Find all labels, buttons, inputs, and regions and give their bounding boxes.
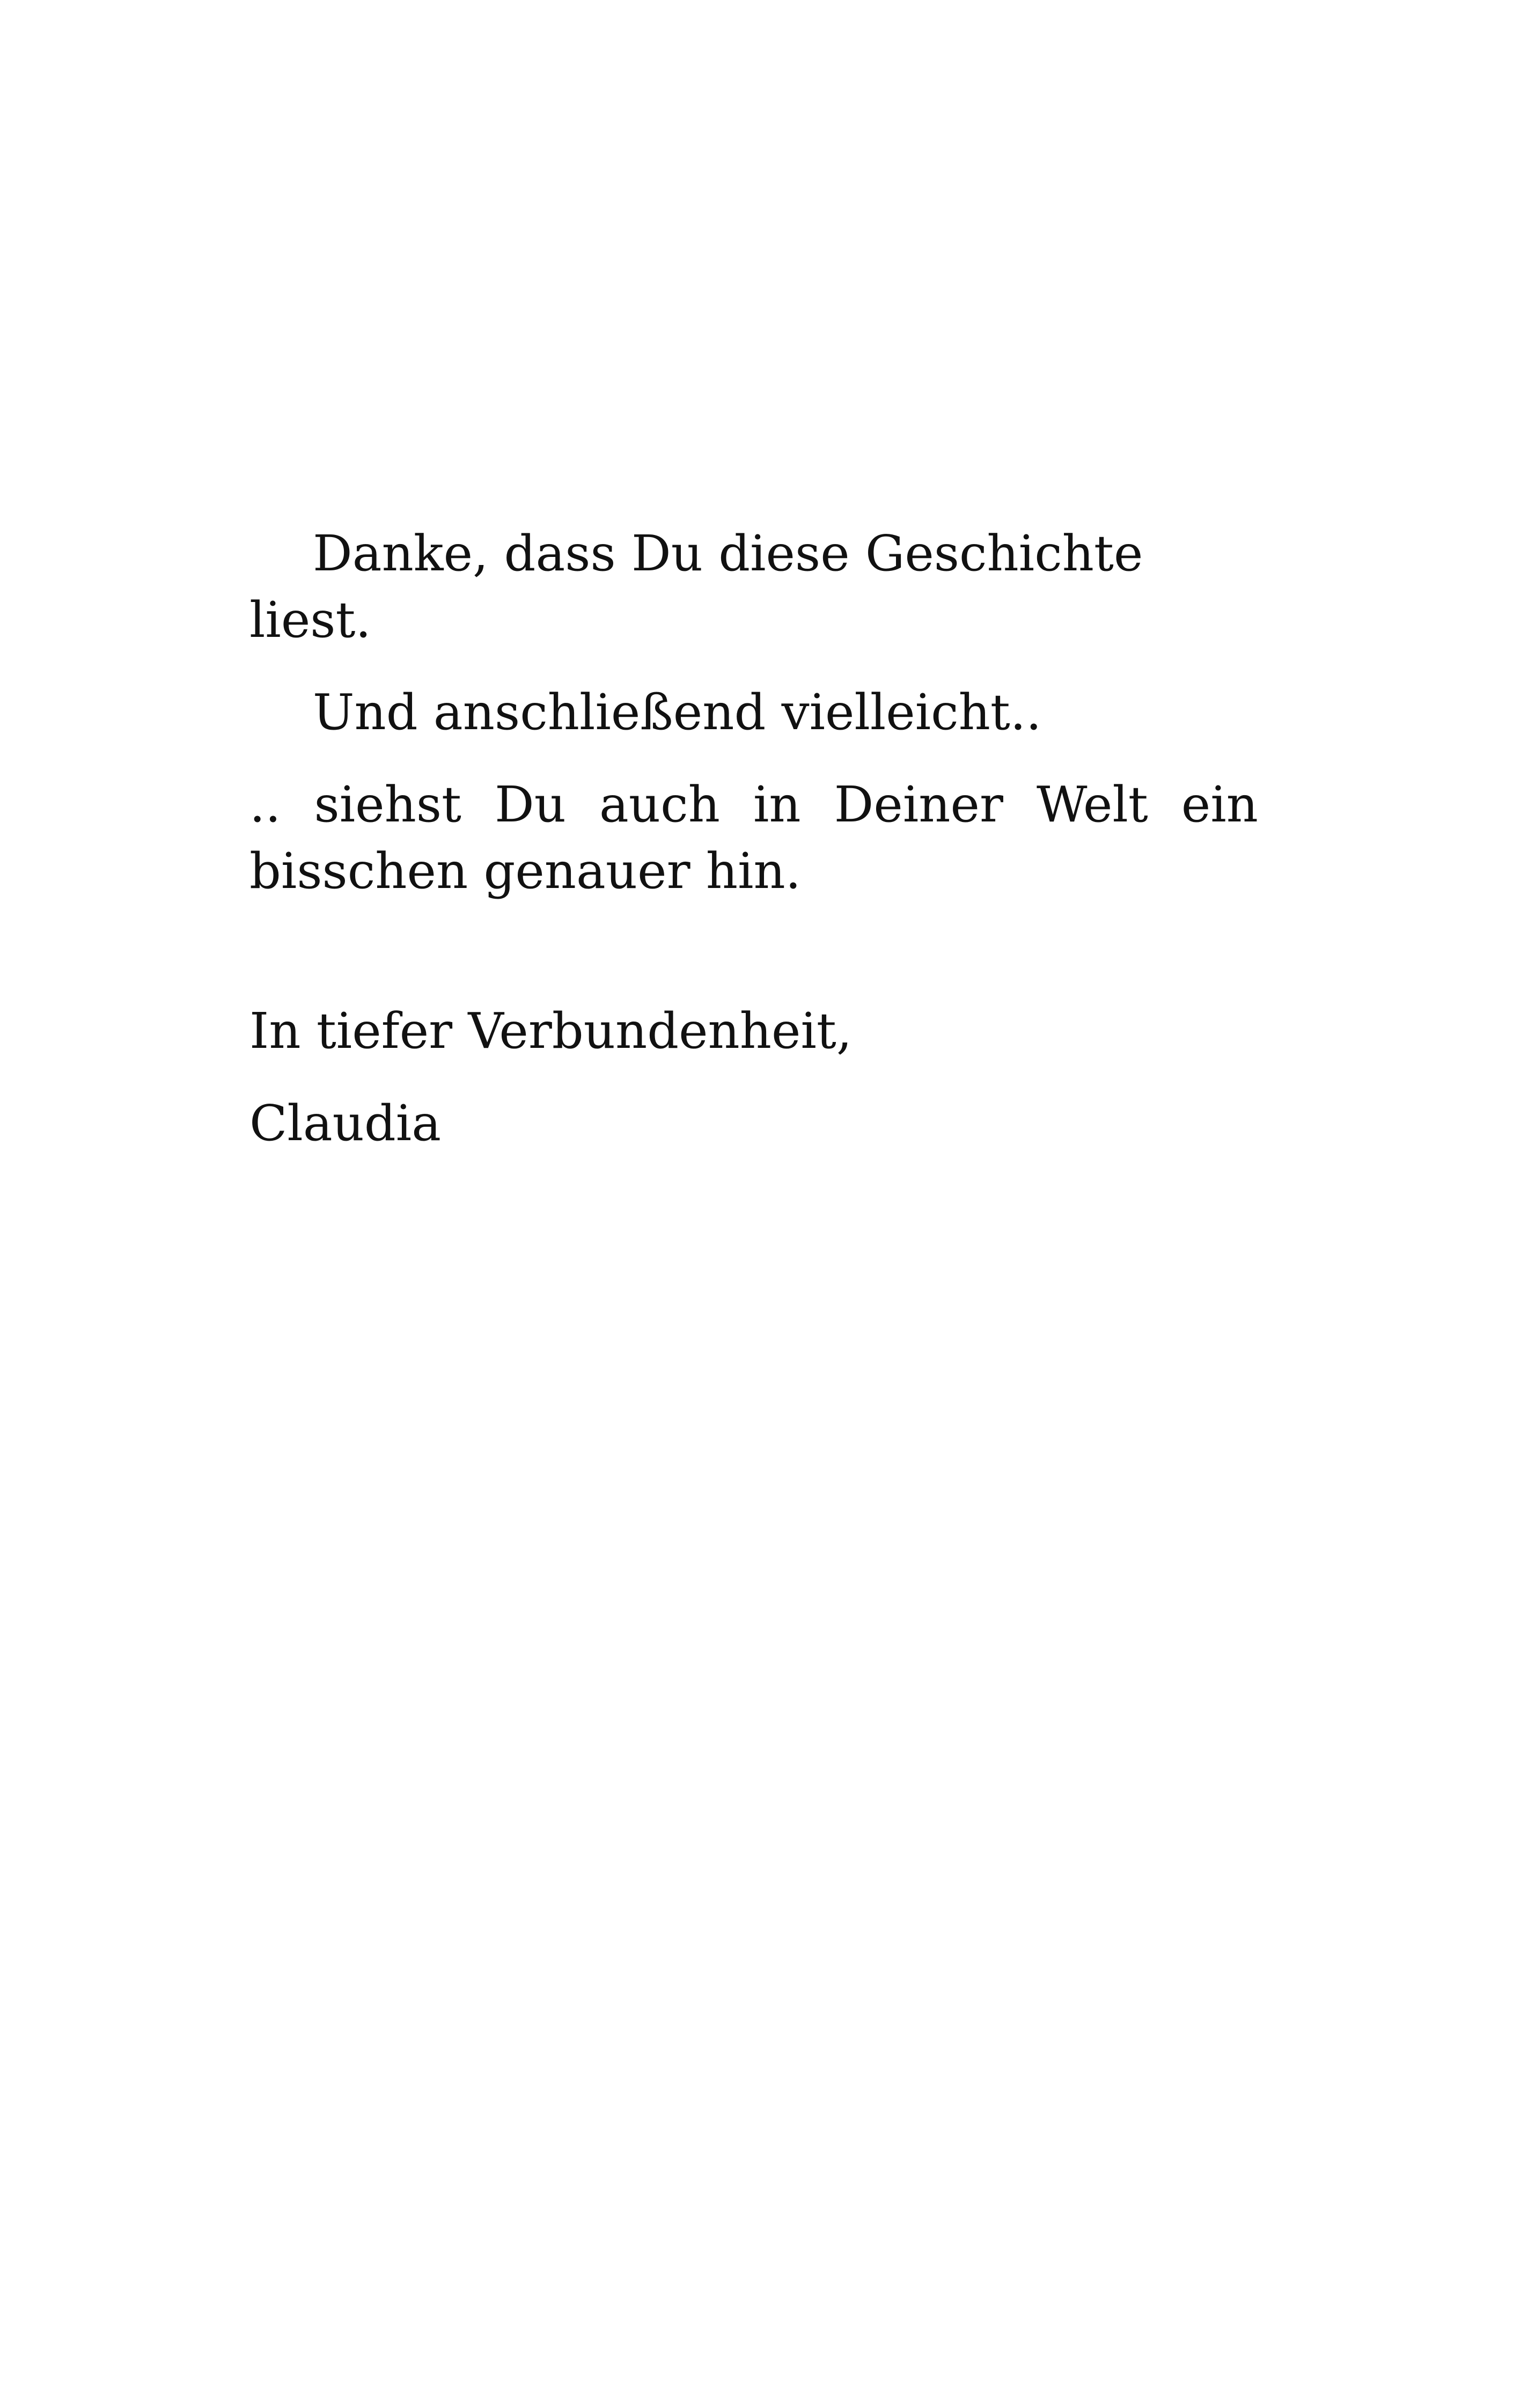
followup-line: Und anschließend vielleicht..	[313, 684, 1042, 741]
thanks-line: Danke, dass Du diese Geschichte liest.	[249, 525, 1143, 649]
world-line: .. siehst Du auch in Deiner Welt ein bisschen genauer hin.	[249, 776, 1258, 900]
signature-name: Claudia	[249, 1095, 442, 1152]
closing-line: In tiefer Verbundenheit,	[249, 1002, 853, 1060]
dedication-text	[249, 520, 1258, 1157]
